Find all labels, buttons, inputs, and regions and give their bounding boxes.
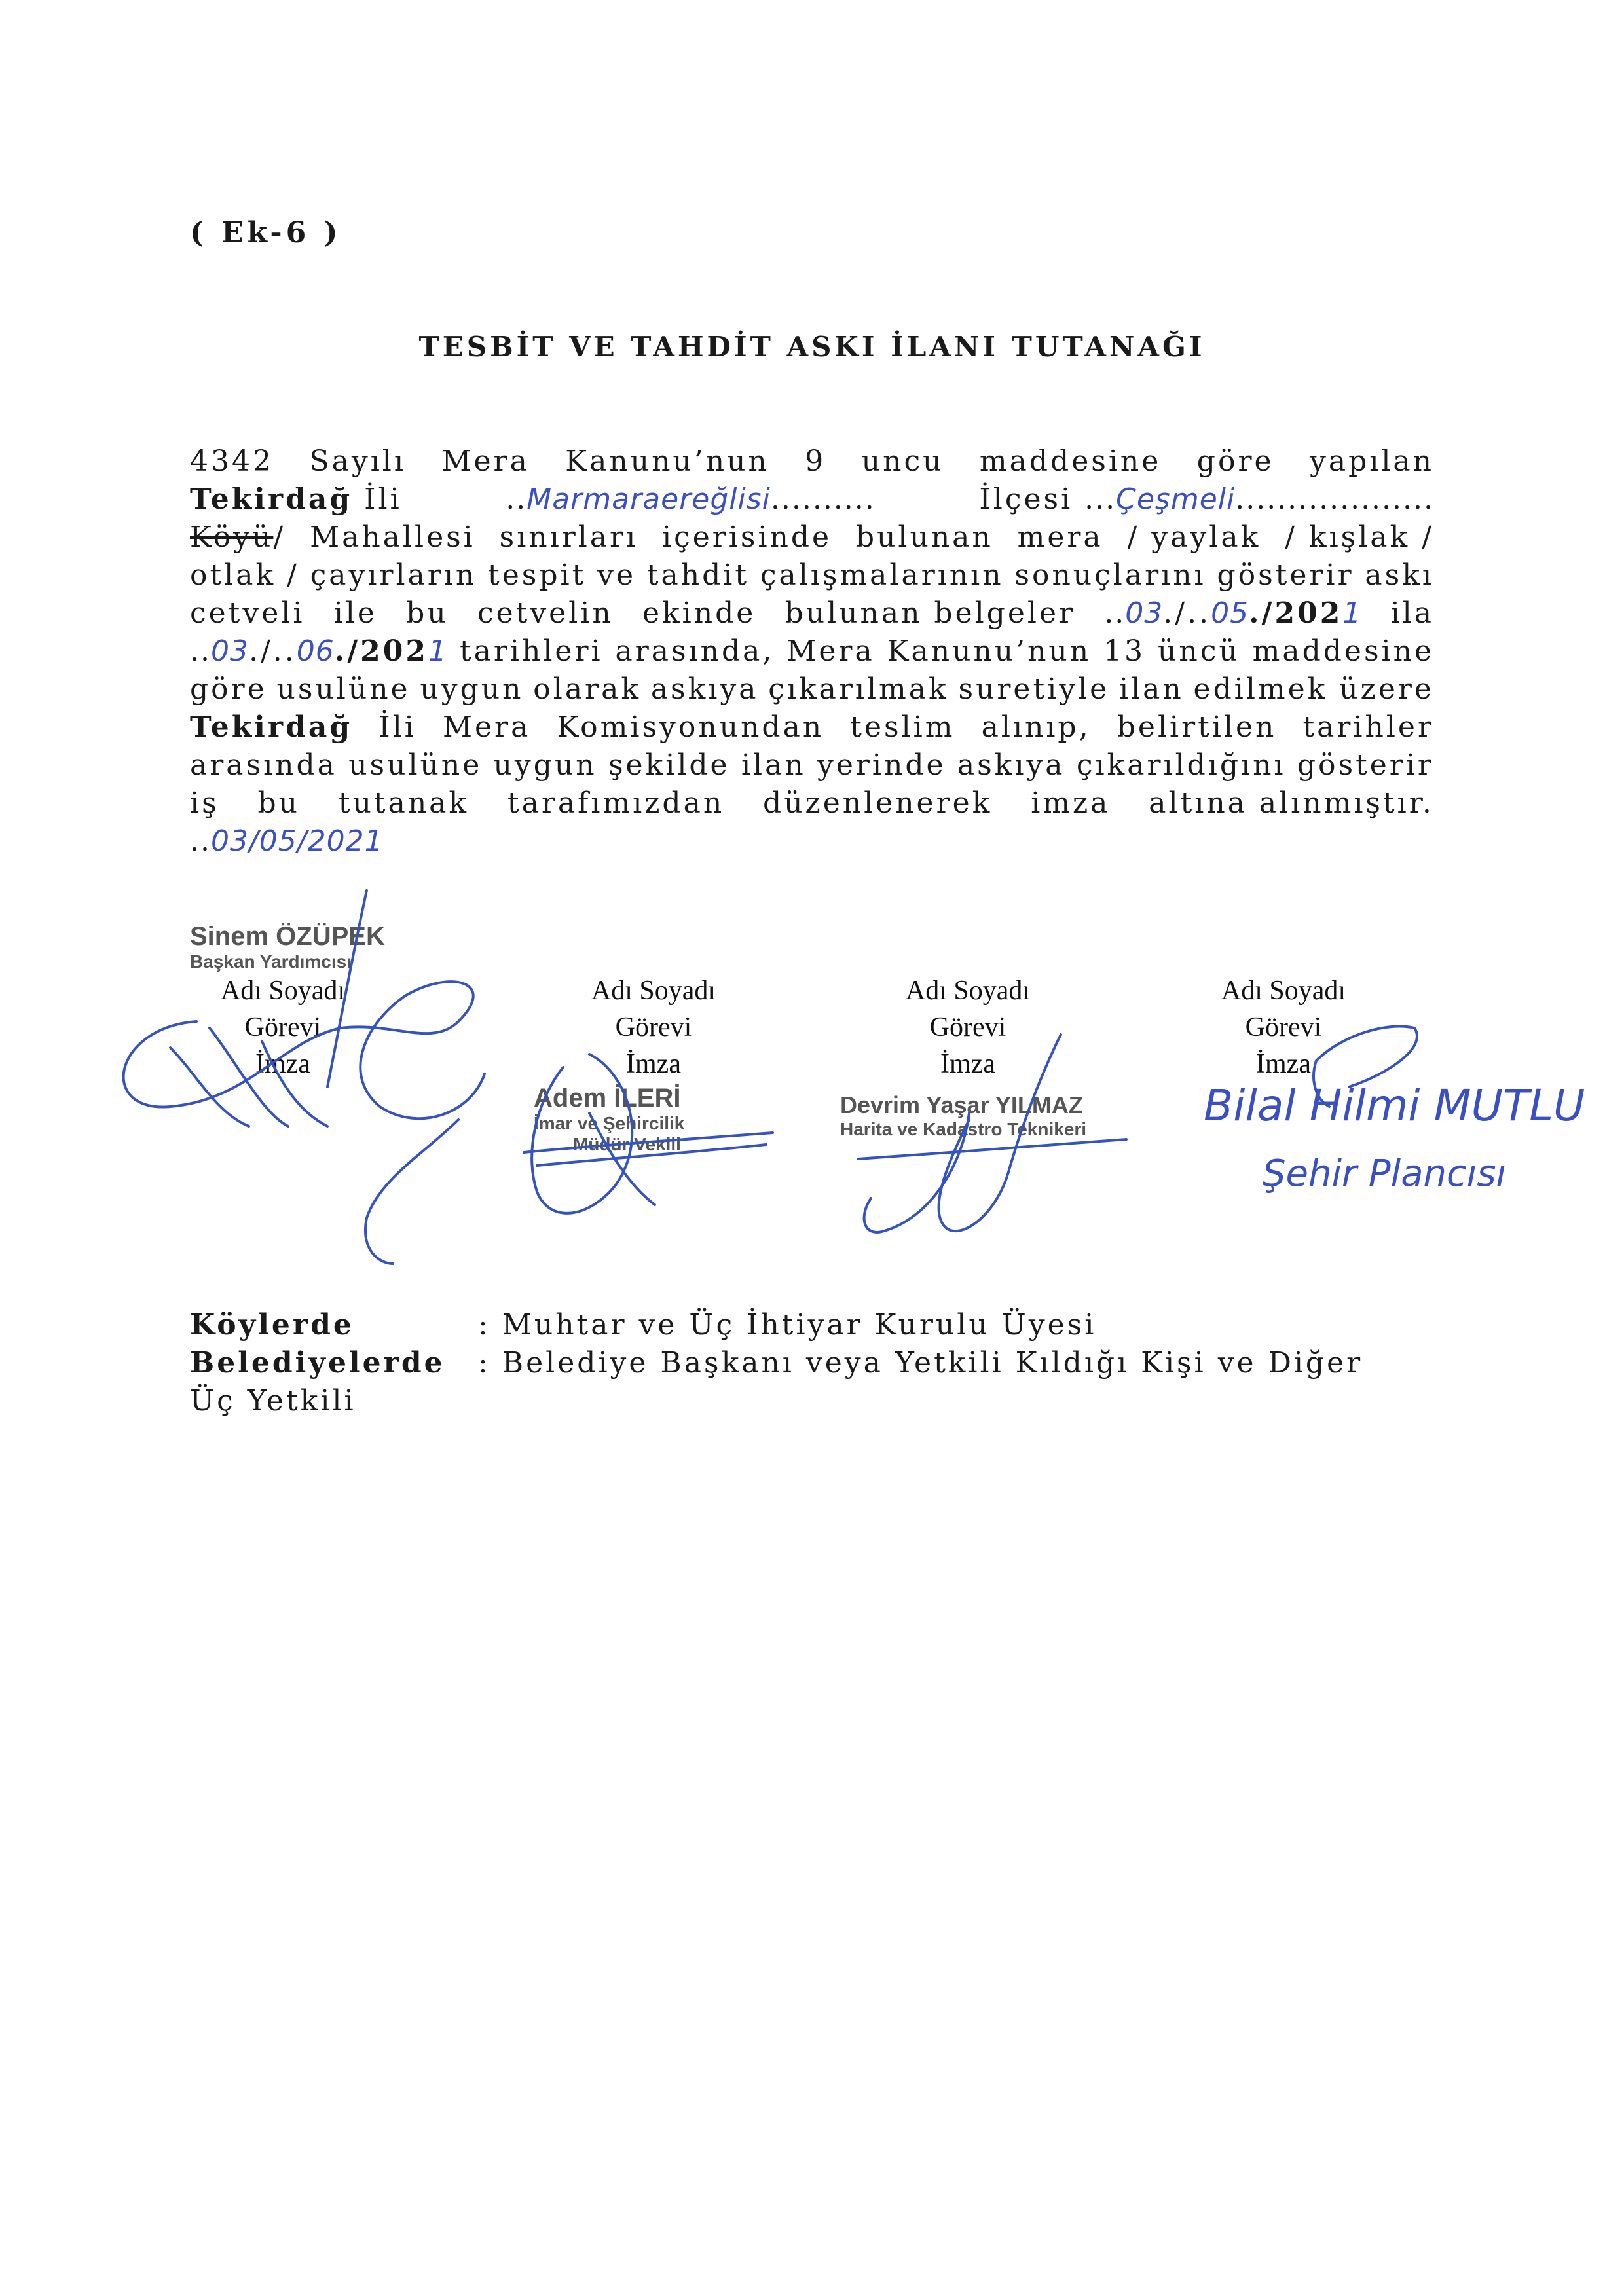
body-line: göre usulüne uygun olarak askıya çıkarılmak suretiyle ilan edilmek üzere — [190, 672, 1434, 706]
footer-row: Belediyelerde : Belediye Başkanı veya Yetkili Kıldığı Kişi ve Diğer — [190, 1346, 1363, 1380]
footer-legend — [190, 1306, 1363, 1420]
body-line: Tekirdağ İli ..Marmaraereğlisi.......... İlçesi ...Çeşmeli................... — [190, 481, 1434, 519]
handwritten-end-month: 06 — [296, 634, 335, 668]
body-paragraph — [190, 443, 1434, 860]
province-label: Tekirdağ — [190, 483, 353, 516]
body-line: Tekirdağ İli Mera Komisyonundan teslim alınıp, belirtilen tarihler — [190, 710, 1434, 744]
signatory-4: Adı Soyadı Görevi İmza — [1221, 976, 1346, 1079]
body-line: arasında usulüne uygun şekilde ilan yerinde askıya çıkarıldığını gösterir — [190, 748, 1434, 782]
signatory-2: Adı Soyadı Görevi İmza — [591, 976, 716, 1079]
footer-row: Köylerde : Muhtar ve Üç İhtiyar Kurulu Üyesi — [190, 1308, 1097, 1342]
page-title: TESBİT VE TAHDİT ASKI İLANI TUTANAĞI — [418, 331, 1206, 363]
body-line: otlak / çayırların tespit ve tahdit çalışmalarının sonuçlarını gösterir askı — [190, 559, 1434, 592]
handwritten-start-day: 03 — [1125, 597, 1164, 630]
annex-label: ( Ek-6 ) — [190, 216, 342, 249]
handwritten-start-year-suffix: 1 — [1342, 597, 1362, 630]
body-line: Köyü/ Mahallesi sınırları içerisinde bulunan mera / yaylak / kışlak / — [190, 519, 1434, 557]
handwritten-signing-date: 03/05/2021 — [210, 824, 384, 858]
handwritten-end-year-suffix: 1 — [428, 634, 448, 668]
stamp-2: Adem İLERİ İmar ve Şehircilik Müdür Vekili — [534, 1084, 685, 1154]
body-line: iş bu tutanak tarafımızdan düzenlenerek imza altına alınmıştır. — [190, 786, 1434, 820]
stamp-3: Devrim Yaşar YILMAZ Harita ve Kadastro Teknikeri — [840, 1092, 1087, 1139]
signatory-3: Adı Soyadı Görevi İmza — [905, 976, 1031, 1079]
body-line: 4342 Sayılı Mera Kanunu’nun 9 uncu maddesine göre yapılan — [190, 445, 1434, 478]
handwritten-signature-name: Bilal Hilmi MUTLU — [1204, 1080, 1585, 1131]
body-line: cetveli ile bu cetvelin ekinde bulunan belgeler ..03./..05./2021 ila — [190, 595, 1434, 633]
handwritten-start-month: 05 — [1211, 597, 1249, 630]
struck-word: Köyü — [190, 521, 274, 554]
handwritten-neighborhood: Çeşmeli — [1116, 483, 1236, 516]
signatory-1: Adı Soyadı Görevi İmza — [220, 976, 346, 1079]
footer-row: Üç Yetkili — [190, 1384, 356, 1418]
body-line: ..03./..06./2021 tarihleri arasında, Mera Kanunu’nun 13 üncü maddesine — [190, 633, 1434, 670]
handwritten-signature-role: Şehir Plancısı — [1263, 1152, 1507, 1195]
stamp-1: Sinem ÖZÜPEK Başkan Yardımcısı — [190, 922, 385, 972]
body-line: ..03/05/2021 — [190, 822, 1434, 860]
handwritten-end-day: 03 — [210, 634, 249, 668]
handwritten-district: Marmaraereğlisi — [526, 483, 771, 516]
